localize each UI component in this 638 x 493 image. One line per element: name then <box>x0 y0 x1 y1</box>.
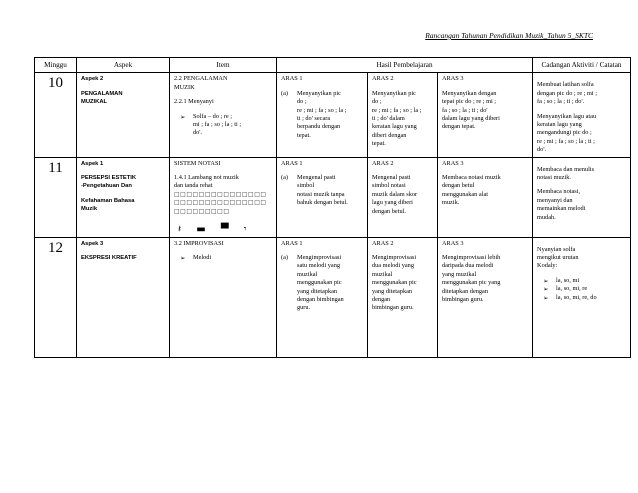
aras2-line: lagu yang diberi <box>372 199 413 207</box>
item-line: MUZIK <box>174 83 195 91</box>
aras3-line: dengan tepat. <box>442 123 476 131</box>
cadangan-bullet <box>537 277 626 285</box>
aspek-line: Aspek 3 <box>81 240 104 247</box>
aspek-line: PERSEPSI ESTETIK <box>81 175 137 182</box>
item-bullet <box>174 113 272 138</box>
cadangan-line: mudah. <box>537 213 556 221</box>
cadangan-cell <box>533 73 631 157</box>
aras2-line: dengan <box>372 295 391 303</box>
item-cell <box>170 237 277 357</box>
cadangan-line: Menyanyikan lagu atau <box>537 112 597 120</box>
table-row <box>35 73 631 157</box>
aras1-cell <box>277 73 368 157</box>
aras1-line: berpandu dengan <box>297 123 341 131</box>
annual-plan-table <box>34 57 631 358</box>
aras1-cell <box>277 157 368 237</box>
aras1-line: do ; <box>297 98 307 106</box>
item-bullet <box>174 254 272 262</box>
cadangan-line: menyanyi dan <box>537 196 573 204</box>
aras3-line: fa ; so ; la ; ti ; do' <box>442 106 488 114</box>
aras2-line: bimbingan guru. <box>372 304 414 312</box>
table-header-row <box>35 58 631 73</box>
aras1-label: (a) <box>281 174 288 182</box>
cadangan-bullet-text: la, so, mi <box>556 276 580 284</box>
cadangan-bullet <box>537 285 626 293</box>
cadangan-line: notasi muzik. <box>537 174 571 182</box>
item-cell <box>170 73 277 157</box>
cadangan-line: fa ; so ; la ; ti ; do'. <box>537 98 585 106</box>
aras2-cell <box>368 73 438 157</box>
aras3-line: Menyanyikan dengan <box>442 89 497 97</box>
aras3-cell <box>438 237 533 357</box>
aras2-line: re ; mi ; fa ; so ; la ; <box>372 106 422 114</box>
aras2-line: ti ; do' dalam <box>372 115 405 123</box>
aras2-cell <box>368 237 438 357</box>
header-cadangan: Cadangan Aktiviti / Catatan <box>533 58 631 73</box>
aspek-line: Aspek 2 <box>81 76 104 83</box>
aras3-title: ARAS 3 <box>442 239 464 247</box>
aras1-line: yang ditetapkan <box>297 287 338 295</box>
aras1-line: Menyanyikan pic <box>297 89 341 97</box>
aras2-title: ARAS 2 <box>372 159 394 167</box>
aras2-line: tepat. <box>372 140 386 148</box>
aspek-line: Aspek 1 <box>81 160 104 167</box>
aras3-line: yang muzikal <box>442 270 477 278</box>
notation-symbols: □□□□□□□□□□□□□□□□□□□□□□□□□□□□□□□□□□□□□□□ <box>174 190 267 215</box>
aras3-line: tepat pic do ; re ; mi ; <box>442 98 497 106</box>
item-line: SISTEM NOTASI <box>174 159 221 167</box>
aras2-title: ARAS 2 <box>372 75 394 83</box>
aspek-line: Muzik <box>81 206 98 213</box>
header-minggu: Minggu <box>35 58 77 73</box>
header-item: Item <box>170 58 277 73</box>
cadangan-line: Kodaly: <box>537 262 558 270</box>
item-line: 1.4.1 Lambang not muzik <box>174 174 239 182</box>
cadangan-cell <box>533 237 631 357</box>
aras1-line: Mengimprovisasi <box>297 253 342 261</box>
cadangan-bullet-text: la, so, mi, re <box>556 285 588 293</box>
cadangan-bullet-text: la, so, mi, re, do <box>556 293 597 301</box>
aras1-line: dengan bimbingan <box>297 295 344 303</box>
aras1-body <box>281 254 363 313</box>
aras1-text <box>297 90 347 140</box>
cadangan-bullet <box>537 294 626 302</box>
checkmark-arrow-icon: ➢ <box>543 276 549 285</box>
aras1-body <box>281 174 363 208</box>
cadangan-line: Membuat latihan solfa <box>537 81 594 89</box>
aras3-line: muzik. <box>442 199 460 207</box>
checkmark-arrow-icon: ➢ <box>543 285 549 294</box>
aras2-line: diberi dengan <box>372 131 407 139</box>
aras1-text <box>297 254 344 313</box>
aras2-line: do ; <box>372 98 382 106</box>
table-row <box>35 237 631 357</box>
aras2-line: dengan betul. <box>372 207 406 215</box>
aras1-line: Mengenal pasti <box>297 174 336 182</box>
aras2-line: muzik dalam skor <box>372 190 418 198</box>
item-bullet-text <box>193 113 241 138</box>
week-number: 12 <box>35 237 77 357</box>
cadangan-line: keratan lagu yang <box>537 121 582 129</box>
aras2-line: menggunakan pic <box>372 279 417 287</box>
aras3-line: menggunakan pic yang <box>442 279 501 287</box>
item-line: dan tanda rehat <box>174 182 213 190</box>
header-hasil-pembelajaran: Hasil Pembelajaran <box>277 58 533 73</box>
aras3-cell <box>438 157 533 237</box>
aras3-line: daripada dua melodi <box>442 262 494 270</box>
header-aspek: Aspek <box>77 58 170 73</box>
checkmark-arrow-icon: ➢ <box>180 112 186 121</box>
aras2-line: Mengenal pasti <box>372 174 411 182</box>
item-bullet-text <box>193 254 211 262</box>
cadangan-line: mengikut urutan <box>537 253 579 261</box>
aras3-line: Mengimprovisasi lebih <box>442 253 501 261</box>
cadangan-line: mengandungi pic do ; <box>537 129 592 137</box>
table-row <box>35 157 631 237</box>
aras2-line: muzikal <box>372 270 393 278</box>
item-bullet-line: do'. <box>193 129 203 137</box>
aspek-line: PENGALAMAN <box>81 90 123 97</box>
aras2-line: yang ditetapkan <box>372 287 413 295</box>
cadangan-line: re ; mi ; fa ; so ; la ; ti ; <box>537 137 595 145</box>
aras2-line: Mengimprovisasi <box>372 253 417 261</box>
aspek-line: Kefahaman Bahasa <box>81 197 135 204</box>
cadangan-line: Nyanyian solfa <box>537 245 576 253</box>
item-bullet-line: Melodi <box>193 253 212 261</box>
aras1-title: ARAS 1 <box>281 75 303 83</box>
week-number: 11 <box>35 157 77 237</box>
aspek-line: MUZIKAL <box>81 99 108 106</box>
week-number: 10 <box>35 73 77 157</box>
aras2-cell <box>368 157 438 237</box>
aspek-cell <box>77 73 170 157</box>
aras1-line: notasi muzik tanpa <box>297 190 345 198</box>
aras3-line: dalam lagu yang diberi <box>442 115 500 123</box>
aras1-line: guru. <box>297 304 311 312</box>
aras1-text <box>297 174 348 208</box>
aspek-cell <box>77 237 170 357</box>
aras1-line: bahuk dengan betul. <box>297 199 348 207</box>
aras3-line: menggunakan alat <box>442 190 488 198</box>
aras1-line: satu melodi yang <box>297 262 341 270</box>
aras2-line: Menyanyikan pic <box>372 89 416 97</box>
item-line: 2.2 PENGALAMAN <box>174 75 228 83</box>
aras1-line: ti ; do' secara <box>297 115 331 123</box>
aras1-line: menggunakan pic <box>297 279 342 287</box>
aras1-label: (a) <box>281 253 288 261</box>
item-line: 2.2.1 Menyanyi <box>174 98 214 106</box>
item-bullet-line: mi ; fa ; so ; la ; ti ; <box>193 121 242 129</box>
document-header: Rancangan Tahunan Pendidikan Muzik_Tahun 5_SKTC <box>425 31 593 40</box>
aspek-line: EKSPRESI KREATIF <box>81 254 137 261</box>
aras2-line: dua melodi yang <box>372 262 414 270</box>
checkmark-arrow-icon: ➢ <box>543 293 549 302</box>
aras1-line: re ; mi ; fa ; so ; la ; <box>297 106 347 114</box>
aras3-line: bimbingan guru. <box>442 295 484 303</box>
aras2-title: ARAS 2 <box>372 239 394 247</box>
cadangan-line: Membaca notasi, <box>537 188 581 196</box>
aspek-cell <box>77 157 170 237</box>
cadangan-line: dengan pic do ; re ; mi ; <box>537 89 597 97</box>
aras1-cell <box>277 237 368 357</box>
aras3-cell <box>438 73 533 157</box>
aras2-line: keratan lagu yang <box>372 123 417 131</box>
cadangan-line: do'. <box>537 146 547 154</box>
item-bullet-line: Solfa – do ; re ; <box>193 112 232 120</box>
aras3-line: dengan betul <box>442 182 475 190</box>
aspek-line: -Pengetahuan Dan <box>81 183 132 190</box>
aras1-line: simbol <box>297 182 315 190</box>
aras3-line: ditetapkan dengan <box>442 287 488 295</box>
aras3-title: ARAS 3 <box>442 75 464 83</box>
cadangan-cell <box>533 157 631 237</box>
rest-symbols-icon: 𝄽 ▬ ▀ 𝄾 <box>178 224 253 236</box>
item-cell <box>170 157 277 237</box>
aras3-line: Membaca notasi muzik <box>442 174 501 182</box>
aras1-line: muzikal <box>297 270 318 278</box>
aras1-title: ARAS 1 <box>281 159 303 167</box>
aras2-line: simbol notasi <box>372 182 406 190</box>
cadangan-line: memainkan melodi <box>537 205 586 213</box>
checkmark-arrow-icon: ➢ <box>180 253 186 262</box>
aras1-title: ARAS 1 <box>281 239 303 247</box>
cadangan-line: Membaca dan menulis <box>537 165 595 173</box>
aras1-body <box>281 90 363 140</box>
aras3-title: ARAS 3 <box>442 159 464 167</box>
item-line: 3.2 IMPROVISASI <box>174 239 224 247</box>
aras1-label: (a) <box>281 89 288 97</box>
aras1-line: tepat. <box>297 131 311 139</box>
